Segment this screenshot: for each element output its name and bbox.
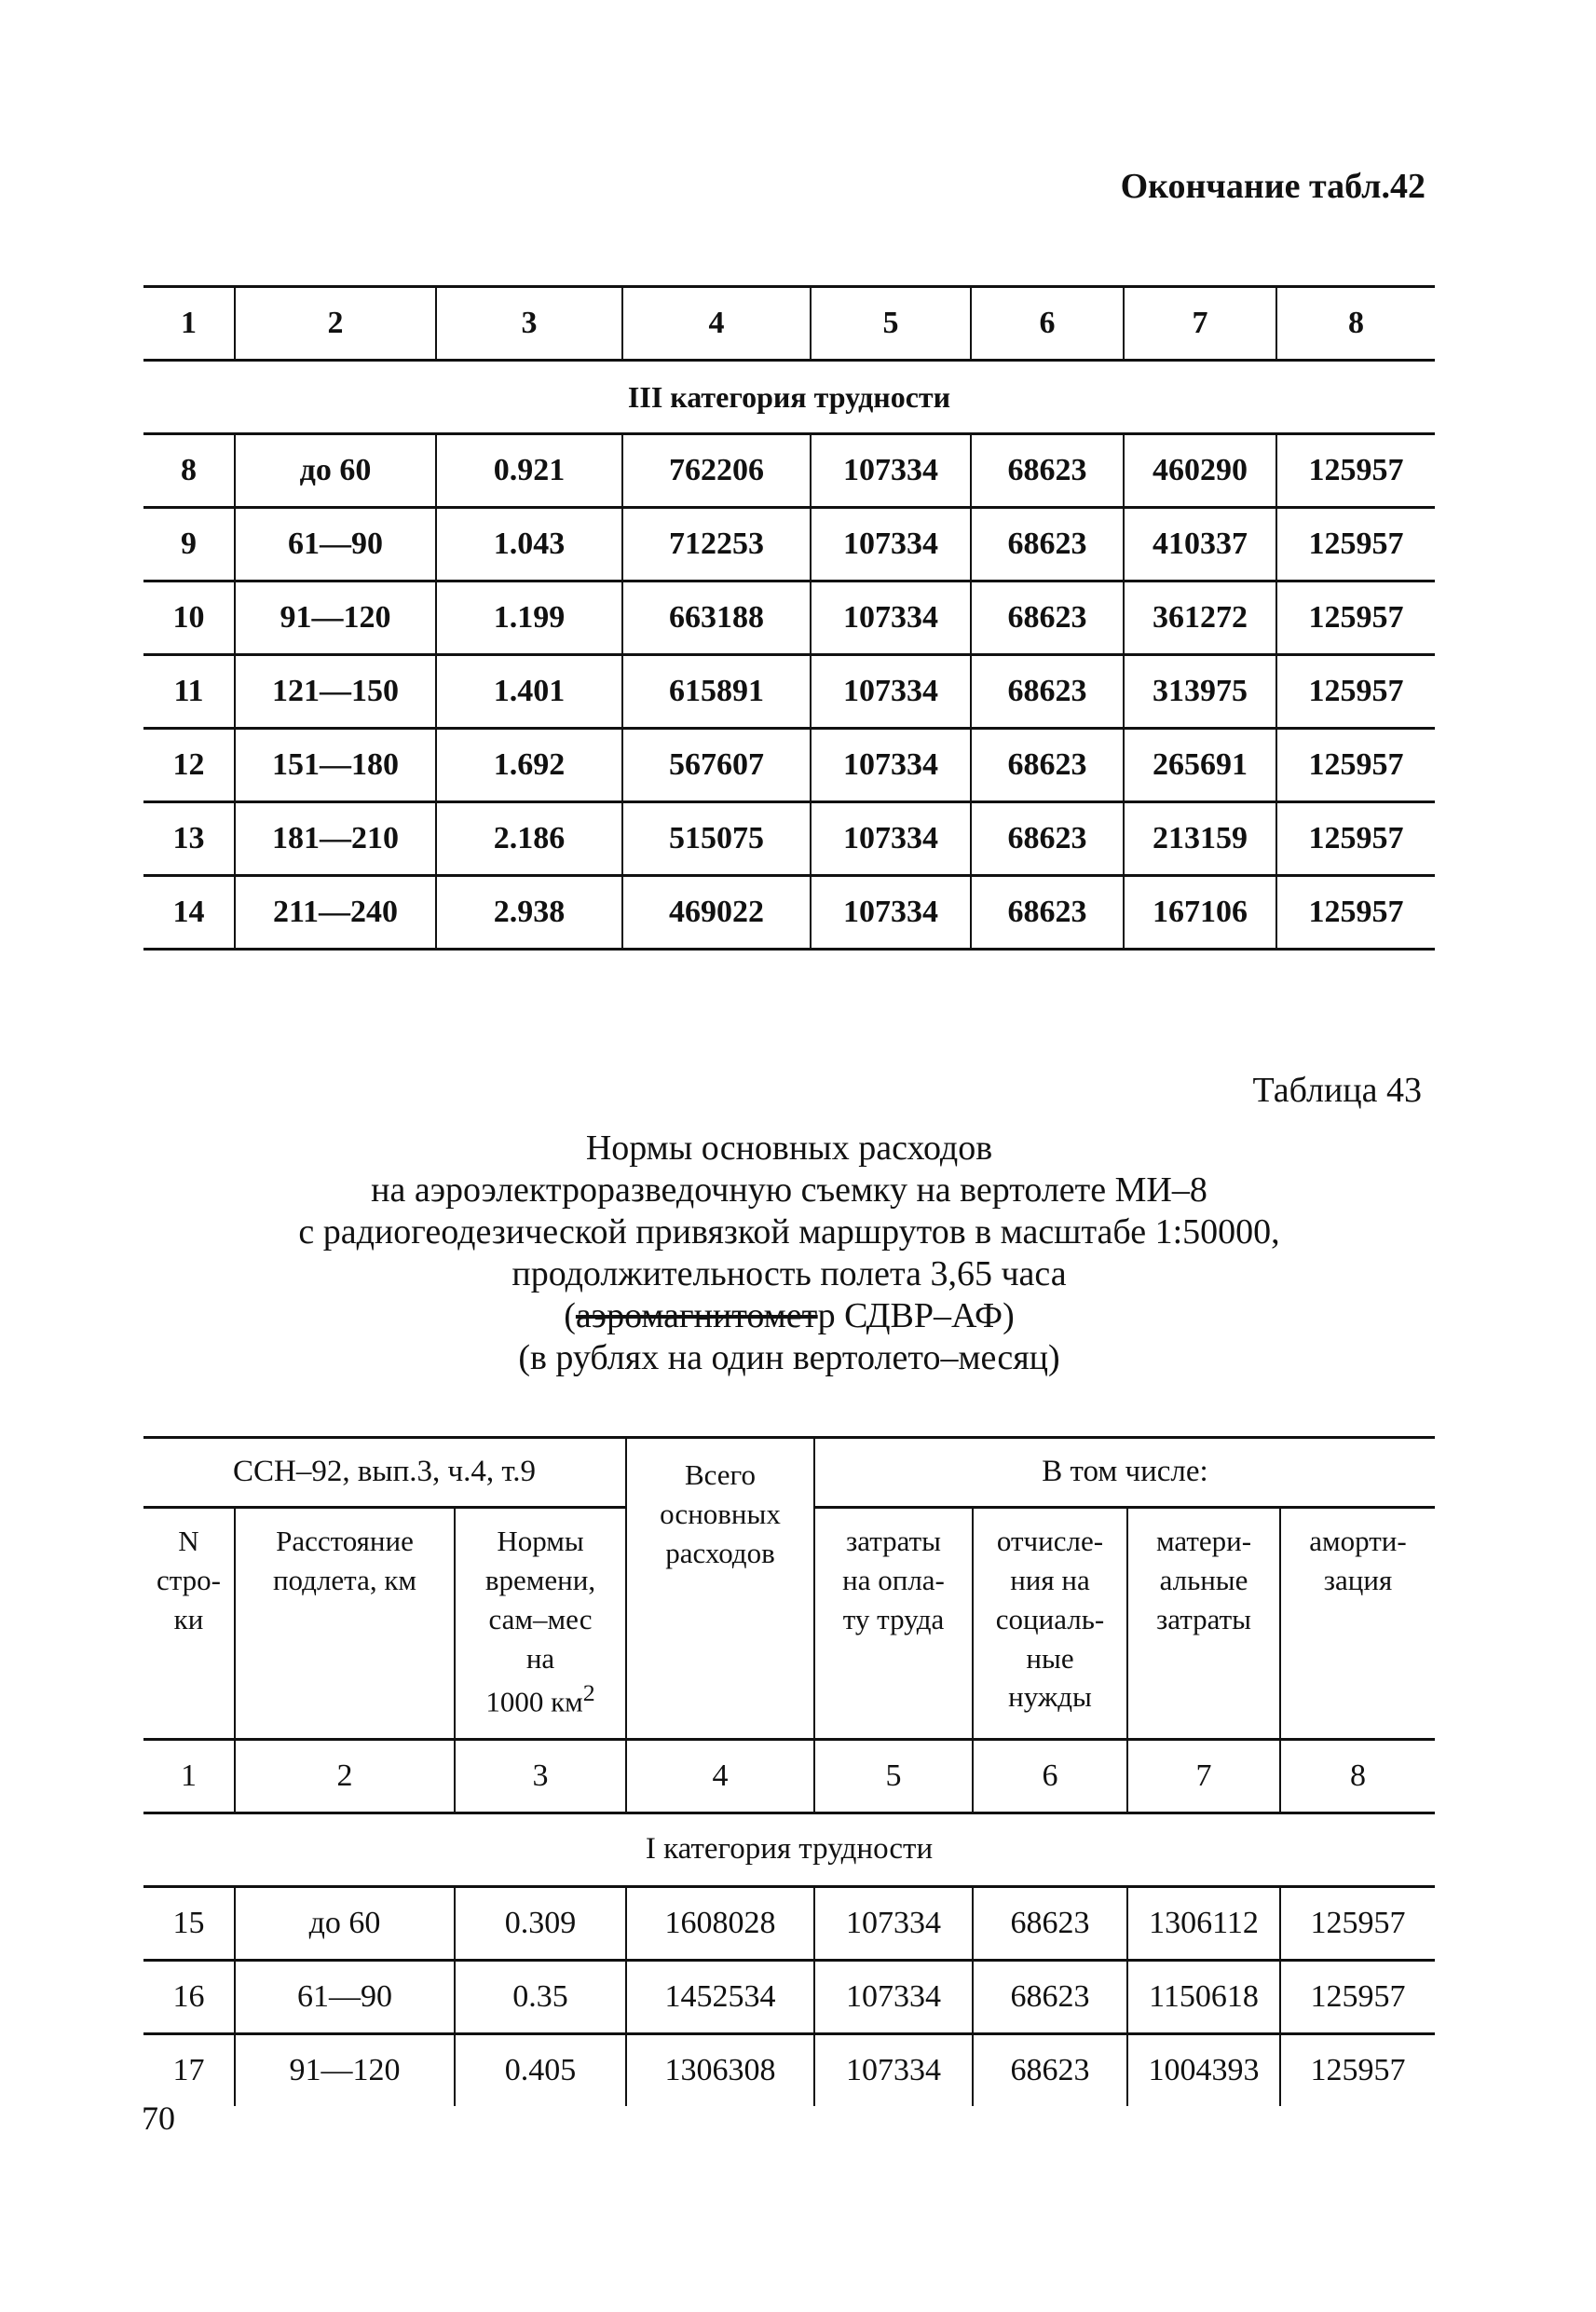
header-text: на: [525, 1641, 555, 1675]
cell-total: 663188: [622, 581, 811, 655]
col-number: 2: [235, 1740, 455, 1813]
cell-materials: 213159: [1124, 802, 1276, 876]
table-row: [143, 434, 1435, 508]
header-text: [456, 1677, 625, 1721]
cell-social: 68623: [973, 2034, 1127, 2107]
header-text: социаль-: [995, 1602, 1105, 1635]
table43-column-numbers: [143, 1740, 1435, 1813]
col-number: 6: [973, 1740, 1127, 1813]
cell-social: 68623: [971, 876, 1124, 950]
table-row: [143, 802, 1435, 876]
header-row-number: [143, 1508, 235, 1740]
col-number: 7: [1127, 1740, 1280, 1813]
header-text: Расстояние: [276, 1525, 414, 1557]
heading-text: р СДВР–АФ): [817, 1296, 1015, 1335]
cell-materials: 410337: [1124, 508, 1276, 581]
header-text: отчисле-: [996, 1525, 1104, 1557]
cell-labor: 107334: [814, 1961, 973, 2034]
cell-distance: 61—90: [235, 508, 436, 581]
header-text: на опла-: [842, 1563, 945, 1596]
cell-social: 68623: [971, 802, 1124, 876]
col-number: 7: [1124, 287, 1276, 361]
heading-line: Нормы основных расходов: [585, 1129, 993, 1168]
cell-total: 1306308: [626, 2034, 814, 2107]
heading-line: [143, 1295, 1435, 1337]
table43-heading: [143, 1128, 1435, 1379]
cell-social: 68623: [971, 581, 1124, 655]
table43-label: Таблица 43: [1252, 1071, 1422, 1110]
cell-distance: 121—150: [235, 655, 436, 729]
cell-time-norm: 0.405: [455, 2034, 626, 2107]
col-number: 3: [436, 287, 622, 361]
cell-time-norm: 1.401: [436, 655, 622, 729]
col-number: 8: [1280, 1740, 1435, 1813]
header-unit: 1000 км: [485, 1685, 583, 1718]
cell-amortization: 125957: [1276, 581, 1435, 655]
cell-materials: 167106: [1124, 876, 1276, 950]
cell-distance: до 60: [235, 434, 436, 508]
cell-distance: 91—120: [235, 581, 436, 655]
cell-row-number: 12: [143, 729, 235, 802]
header-group-left: ССН–92, вып.3, ч.4, т.9: [143, 1438, 626, 1508]
cell-social: 68623: [973, 1961, 1127, 2034]
header-materials: [1127, 1508, 1280, 1740]
cell-amortization: 125957: [1276, 434, 1435, 508]
cell-labor: 107334: [811, 876, 971, 950]
cell-time-norm: 0.35: [455, 1961, 626, 2034]
heading-line: продолжительность полета 3,65 часа: [512, 1254, 1067, 1293]
header-text: расходов: [665, 1536, 775, 1569]
header-text: альные: [1159, 1563, 1248, 1596]
table-row: [143, 508, 1435, 581]
cell-amortization: 125957: [1276, 876, 1435, 950]
cell-total: 712253: [622, 508, 811, 581]
col-number: 2: [235, 287, 436, 361]
cell-total: 615891: [622, 655, 811, 729]
cell-total: 762206: [622, 434, 811, 508]
cell-total: 1452534: [626, 1961, 814, 2034]
cell-materials: 1004393: [1127, 2034, 1280, 2107]
cell-time-norm: 2.186: [436, 802, 622, 876]
category-label: I категория трудности: [143, 1813, 1435, 1887]
col-number: 4: [622, 287, 811, 361]
col-number: 4: [626, 1740, 814, 1813]
table42-column-numbers: [143, 287, 1435, 361]
header-labor: [814, 1508, 973, 1740]
header-distance: [235, 1508, 455, 1740]
page-number: 70: [142, 2100, 175, 2137]
struck-text: аэромагнитомет: [575, 1296, 818, 1335]
cell-total: 1608028: [626, 1887, 814, 1961]
cell-row-number: 16: [143, 1961, 235, 2034]
table42: [143, 285, 1435, 951]
heading-line: на аэроэлектроразведочную съемку на вертолете МИ–8: [371, 1170, 1207, 1210]
cell-row-number: 10: [143, 581, 235, 655]
cell-row-number: 14: [143, 876, 235, 950]
col-number: 1: [143, 287, 235, 361]
cell-time-norm: 0.309: [455, 1887, 626, 1961]
header-text: времени,: [484, 1563, 596, 1596]
cell-labor: 107334: [811, 581, 971, 655]
cell-row-number: 8: [143, 434, 235, 508]
cell-amortization: 125957: [1276, 508, 1435, 581]
cell-labor: 107334: [814, 1887, 973, 1961]
cell-row-number: 15: [143, 1887, 235, 1961]
cell-labor: 107334: [811, 729, 971, 802]
cell-distance: 211—240: [235, 876, 436, 950]
cell-row-number: 11: [143, 655, 235, 729]
cell-amortization: 125957: [1280, 1961, 1435, 2034]
header-text: стро-: [156, 1563, 221, 1596]
header-text: ту труда: [842, 1602, 945, 1635]
cell-distance: 91—120: [235, 2034, 455, 2107]
header-time-norm: [455, 1508, 626, 1740]
cell-distance: 61—90: [235, 1961, 455, 2034]
header-superscript: 2: [582, 1679, 595, 1707]
table-row: [143, 581, 1435, 655]
col-number: 8: [1276, 287, 1435, 361]
table42-title: Окончание табл.42: [1120, 167, 1425, 206]
cell-time-norm: 1.692: [436, 729, 622, 802]
cell-row-number: 13: [143, 802, 235, 876]
header-text: ния на: [1010, 1563, 1090, 1596]
header-text: затраты: [1156, 1602, 1251, 1635]
cell-social: 68623: [971, 655, 1124, 729]
cell-social: 68623: [971, 508, 1124, 581]
cell-amortization: 125957: [1276, 802, 1435, 876]
cell-amortization: 125957: [1280, 1887, 1435, 1961]
table-row: [143, 876, 1435, 950]
table43-header-groups: [143, 1438, 1435, 1508]
col-number: 5: [814, 1740, 973, 1813]
heading-line: (в рублях на один вертолето–месяц): [518, 1338, 1060, 1377]
cell-social: 68623: [971, 434, 1124, 508]
table-row: [143, 1961, 1435, 2034]
table-row: [143, 2034, 1435, 2107]
table-row: [143, 1887, 1435, 1961]
header-text: Нормы: [497, 1525, 584, 1557]
header-text: зация: [1323, 1563, 1393, 1596]
table43-category-row: [143, 1813, 1435, 1887]
header-group-right: В том числе:: [814, 1438, 1435, 1508]
cell-labor: 107334: [811, 655, 971, 729]
header-text: ки: [173, 1602, 204, 1635]
cell-time-norm: 1.199: [436, 581, 622, 655]
cell-row-number: 17: [143, 2034, 235, 2107]
cell-time-norm: 1.043: [436, 508, 622, 581]
cell-amortization: 125957: [1276, 655, 1435, 729]
header-text: матери-: [1155, 1525, 1252, 1557]
cell-materials: 361272: [1124, 581, 1276, 655]
header-total: [626, 1438, 814, 1740]
cell-amortization: 125957: [1280, 2034, 1435, 2107]
header-amortization: [1280, 1508, 1435, 1740]
cell-distance: 181—210: [235, 802, 436, 876]
header-text: N: [178, 1525, 199, 1557]
table-row: [143, 655, 1435, 729]
table42-category-row: [143, 361, 1435, 434]
category-label: III категория трудности: [143, 361, 1435, 434]
col-number: 6: [971, 287, 1124, 361]
heading-text: (: [564, 1296, 576, 1335]
cell-materials: 265691: [1124, 729, 1276, 802]
header-text: затраты: [846, 1525, 941, 1557]
cell-time-norm: 0.921: [436, 434, 622, 508]
col-number: 3: [455, 1740, 626, 1813]
header-social: [973, 1508, 1127, 1740]
cell-materials: 460290: [1124, 434, 1276, 508]
cell-total: 515075: [622, 802, 811, 876]
cell-materials: 313975: [1124, 655, 1276, 729]
cell-materials: 1150618: [1127, 1961, 1280, 2034]
cell-time-norm: 2.938: [436, 876, 622, 950]
cell-distance: 151—180: [235, 729, 436, 802]
header-text: аморти-: [1309, 1525, 1407, 1557]
cell-amortization: 125957: [1276, 729, 1435, 802]
table43: [143, 1436, 1435, 2106]
table-row: [143, 729, 1435, 802]
header-text: подлета, км: [272, 1563, 417, 1596]
cell-labor: 107334: [811, 508, 971, 581]
cell-total: 469022: [622, 876, 811, 950]
header-text: основных: [660, 1497, 781, 1530]
cell-social: 68623: [973, 1887, 1127, 1961]
heading-line: с радиогеодезической привязкой маршрутов в масштабе 1:50000,: [298, 1212, 1280, 1252]
cell-social: 68623: [971, 729, 1124, 802]
header-text: нужды: [1008, 1680, 1092, 1714]
header-text: Всего: [684, 1458, 757, 1491]
cell-labor: 107334: [811, 434, 971, 508]
cell-labor: 107334: [814, 2034, 973, 2107]
cell-labor: 107334: [811, 802, 971, 876]
header-text: сам–мес: [488, 1602, 593, 1635]
cell-row-number: 9: [143, 508, 235, 581]
cell-distance: до 60: [235, 1887, 455, 1961]
cell-total: 567607: [622, 729, 811, 802]
col-number: 5: [811, 287, 971, 361]
header-text: ные: [1026, 1641, 1074, 1675]
col-number: 1: [143, 1740, 235, 1813]
cell-materials: 1306112: [1127, 1887, 1280, 1961]
